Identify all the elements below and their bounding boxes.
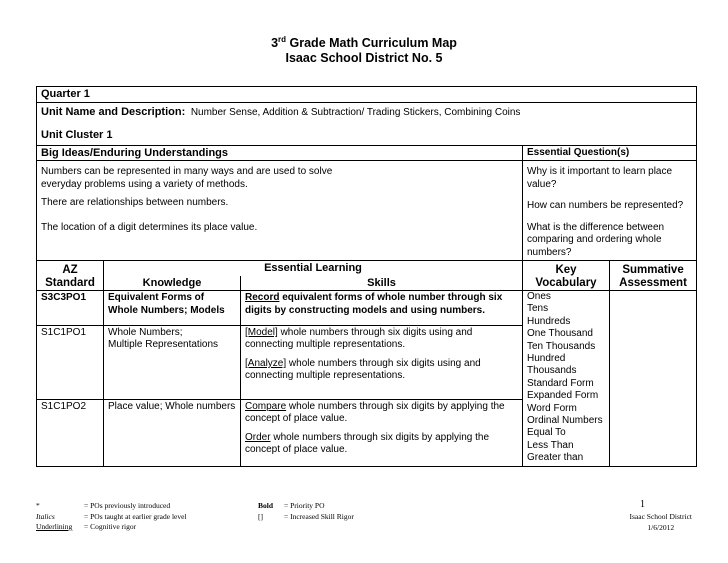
- skills-cell: Compare whole numbers through six digits by applying the concept of place value. Order whole numbers through six digits by applying the concept of place value.: [241, 399, 523, 466]
- title-superscript: rd: [278, 34, 287, 44]
- document-title: [0, 36, 728, 66]
- essential-questions-content: [523, 161, 697, 261]
- vocab-item: One Thousand: [527, 328, 593, 340]
- page-number: 1: [640, 499, 645, 510]
- key-vocabulary-header: Key Vocabulary: [523, 261, 610, 291]
- table-row: [37, 291, 697, 326]
- knowledge-header: Knowledge: [104, 276, 241, 291]
- summative-assessment-header: Summative Assessment: [610, 261, 697, 291]
- essential-question: Why is it important to learn place value?: [527, 166, 673, 190]
- knowledge-cell: Whole Numbers; Multiple Representations: [104, 325, 241, 399]
- big-ideas-content-row: [37, 161, 697, 261]
- unit-cluster: Unit Cluster 1: [41, 129, 113, 141]
- vocab-item: Ten Thousands: [527, 340, 596, 352]
- skills-cell: Record equivalent forms of whole number through six digits by constructing models and using numbers.: [241, 291, 523, 326]
- skills-cell: [Model] whole numbers through six digits using and connecting multiple representations. [Analyze] whole numbers through six digits using and connecting multiple representations.: [241, 325, 523, 399]
- title-grade: 3: [271, 36, 279, 50]
- vocab-item: Ordinal Numbers: [527, 415, 603, 427]
- vocab-item: Word Form: [527, 402, 577, 414]
- big-ideas-header-row: [37, 145, 697, 161]
- vocabulary-list: [523, 291, 610, 467]
- big-idea: There are relationships between numbers.: [41, 197, 229, 208]
- unit-row: [37, 102, 697, 145]
- curriculum-table: [36, 86, 697, 467]
- standard-code: S1C1PO2: [37, 399, 104, 466]
- vocab-item: Hundred: [527, 353, 566, 365]
- vocab-item: Tens: [527, 303, 549, 315]
- vocab-item: Less Than: [527, 439, 574, 451]
- vocab-item: Greater than: [527, 452, 584, 464]
- essential-question: What is the difference between comparing and ordering whole numbers?: [527, 221, 665, 258]
- vocab-item: Equal To: [527, 427, 566, 439]
- essential-questions-heading: Essential Question(s): [523, 145, 697, 161]
- assessment-cell: [610, 291, 697, 467]
- vocab-item: Ones: [527, 291, 551, 302]
- title-text: Grade Math Curriculum Map: [286, 36, 457, 50]
- unit-description: Number Sense, Addition & Subtraction/ Trading Stickers, Combining Coins: [190, 106, 521, 118]
- title-line: [0, 36, 728, 51]
- footer-district: Isaac School District 1/6/2012: [629, 512, 692, 532]
- az-standard-header: AZ Standard: [37, 261, 104, 291]
- quarter-row: [37, 87, 697, 103]
- big-idea: The location of a digit determines its place value.: [41, 221, 258, 233]
- big-ideas-heading: Big Ideas/Enduring Understandings: [37, 145, 523, 161]
- essential-learning-header: Essential Learning: [104, 261, 523, 276]
- standard-code: S3C3PO1: [37, 291, 104, 326]
- vocab-item: Expanded Form: [527, 390, 599, 402]
- footer-legend-left: * = POs previously introduced Italics = POs taught at earlier grade level Underlining = Cognitive rigor: [36, 501, 187, 531]
- quarter-label: Quarter 1: [37, 87, 697, 103]
- subtitle: Isaac School District No. 5: [285, 51, 443, 65]
- unit-cell: [37, 102, 697, 145]
- knowledge-cell: Place value; Whole numbers: [104, 399, 241, 466]
- knowledge-cell: Equivalent Forms of Whole Numbers; Models: [104, 291, 241, 326]
- column-header-row-1: [37, 261, 697, 276]
- vocab-item: Thousands: [527, 365, 577, 377]
- big-idea: Numbers can be represented in many ways and are used to solve everyday problems using a variety of methods.: [41, 166, 333, 190]
- standard-code: S1C1PO1: [37, 325, 104, 399]
- skills-header: Skills: [241, 276, 523, 291]
- big-ideas-content: [37, 161, 523, 261]
- essential-question: How can numbers be represented?: [527, 200, 684, 211]
- vocab-item: Hundreds: [527, 315, 571, 327]
- unit-label: Unit Name and Description:: [41, 105, 186, 118]
- vocab-item: Standard Form: [527, 377, 594, 389]
- footer-legend-middle: Bold = Priority PO [] = Increased Skill Rigor: [258, 501, 354, 521]
